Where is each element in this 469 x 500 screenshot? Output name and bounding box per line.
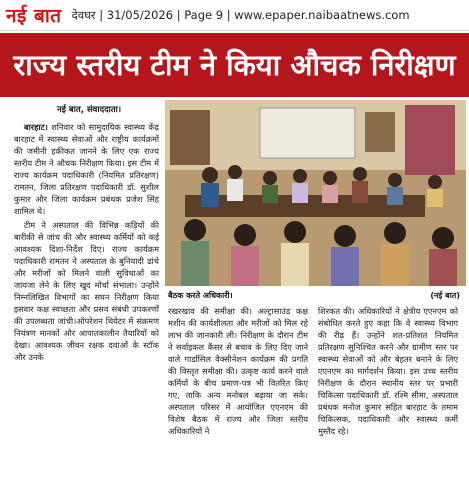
masthead bbox=[0, 0, 469, 31]
meeting-photo bbox=[165, 100, 466, 286]
article-column-2 bbox=[168, 305, 308, 439]
article-column-1 bbox=[14, 121, 159, 365]
article-paragraph-4: शिरकत की। अधिकारियों ने क्षेत्रीय एएनएम को संबोधित करते हुए कहा कि वे स्वास्थ्य विभाग की रीढ़ हैं। उन्होंने शत-प्रतिशत नियमित प्रतिरक्षण सुनिश्चित करने और ग्रामीण स्तर पर स्वास्थ्य सेवाओं को और बेहतर बनाने के लिए एएनएम का मार्गदर्शन किया। इस उच्च स्तरीय निरीक्षण के दौरान स्थानीय स्तर पर प्रभारी चिकित्सा पदाधिकारी डॉ. रश्मि सीमा, अस्पताल प्रबंधक मनोज कुमार सहित बारहाट के तमाम चिकित्सक, पदाधिकारी और स्वास्थ्य कर्मी मुस्तैद रहे। bbox=[318, 306, 458, 436]
article-paragraph-1: शनिवार को सामुदायिक स्वास्थ्य केंद्र बारहाट में स्वास्थ्य सेवाओं और राष्ट्रीय कार्यक्रमों की जमीनी हकीकत जानने के लिए एक राज्य स्तरीय टीम ने औचक निरीक्षण किया। इस टीम में राज्य कार्यक्रम पदाधिकारी (नियमित प्रतिरक्षण) रामतन, जिला प्रतिरक्षण पदाधिकारी डॉ. सुशील कुमार और जिला कार्यक्रम प्रबंधक प्रजेश सिंह शामिल थे। bbox=[14, 122, 159, 216]
article-column-3 bbox=[318, 305, 458, 439]
headline: राज्य स्तरीय टीम ने किया औचक निरीक्षण bbox=[0, 33, 469, 97]
dateline: बारहाट। bbox=[24, 122, 48, 132]
byline: नई बात, संवाददाता। bbox=[57, 105, 122, 115]
article-paragraph-2: टीम ने अस्पताल की विभिन्न कड़ियों की बारीकी से जांच की और स्वास्थ्य कर्मियों को कई आवश्यक दिशा-निर्देश दिए। राज्य कार्यक्रम पदाधिकारी रामतन ने अस्पताल के बुनियादी ढांचे और मरीजों को मिलने वाली सुविधाओं का जायजा लेने के लिए खुद मोर्चा संभाला। उन्होंने निम्नलिखित विभागों का सघन निरीक्षण किया इसवार कक्ष स्वच्छता और प्रसव संबंधी उपकरणों की उपलब्धता जांची।ऑपरेशन थियेटर में संक्रमण नियंत्रण मानकों और आपातकालीन तैयारियों को देखा। आवश्यक जीवन रक्षक दवाओं के स्टॉक और उनके bbox=[14, 220, 159, 362]
newspaper-logo: नई बात bbox=[6, 5, 62, 27]
photo-caption-row bbox=[168, 290, 460, 301]
photo-credit: (नई बात) bbox=[430, 291, 460, 300]
photo-caption: बैठक करते अधिकारी। bbox=[168, 291, 233, 300]
edition-info: देवघर | 31/05/2026 | Page 9 | www.epaper.naibaatnews.com bbox=[71, 7, 410, 22]
article-paragraph-3: रखरखाव की समीक्षा की। अल्ट्रासाउंड कक्ष मशीन की कार्यशीलता और मरीजों को मिल रहे लाभ की जानकारी ली। निरीक्षण के दौरान टीम ने सर्वाइकल कैंसर से बचाव के लिए दिए जाने वाले गार्डासिल वैक्सीनेशन कार्यक्रम की प्रगति की विस्तृत समीक्षा की। उत्कृष्ट कार्य करने वाले कर्मियों के बीच प्रमाण-पत्र भी वितरित किए गए, ताकि अन्य मनोबल बढ़ाया जा सके। अस्पताल परिसर में आयोजित एएनएम की विशेष बैठक में राज्य और जिला स्तरीय अधिकारियों ने bbox=[168, 306, 308, 436]
meeting-photo-illustration bbox=[165, 100, 466, 286]
